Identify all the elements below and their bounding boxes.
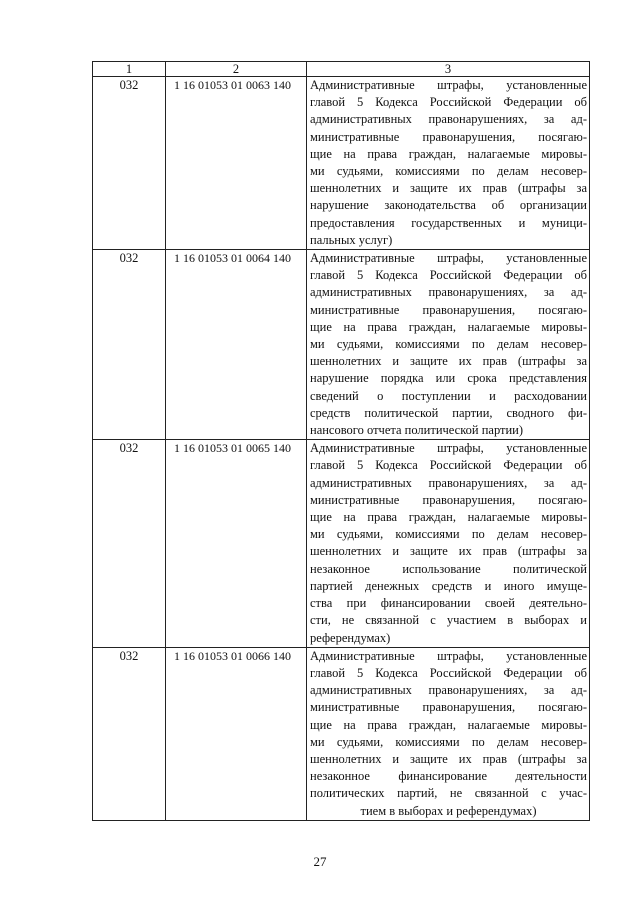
admin-code-cell: 032 xyxy=(93,250,166,440)
description-cell xyxy=(307,647,590,820)
description-line: шеннолетних и защите их прав (штрафы за xyxy=(310,354,587,369)
budget-code-cell: 1 16 01053 01 0066 140 xyxy=(166,647,307,820)
description-line: нансового отчета политической партии) xyxy=(310,423,524,438)
description-line: сти, не связанной с участием в выборах и xyxy=(310,613,587,628)
description-line: пальных услуг) xyxy=(310,232,393,247)
description-line: незаконное финансирование деятельности xyxy=(310,769,587,784)
description-line: партией денежных средств и иного имуще- xyxy=(310,578,587,593)
page-number: 27 xyxy=(313,854,327,869)
description-line: ми судьями, комиссиями по делам несовер- xyxy=(310,527,587,542)
description-line: главой 5 Кодекса Российской Федерации об xyxy=(310,268,587,283)
description-line: министративные правонарушения, посягаю- xyxy=(310,302,587,317)
description-line: щие на права граждан, налагаемые мировы- xyxy=(310,319,587,334)
description-line: щие на права граждан, налагаемые мировы- xyxy=(310,510,587,525)
table-row xyxy=(93,250,590,440)
description-line: шеннолетних и защите их прав (штрафы за xyxy=(310,544,587,559)
description-line: нарушение порядка или срока представления xyxy=(310,371,587,386)
admin-code-cell: 032 xyxy=(93,77,166,250)
table-row xyxy=(93,77,590,250)
table-body xyxy=(93,62,590,821)
admin-code-cell: 032 xyxy=(93,440,166,647)
description-line: шеннолетних и защите их прав (штрафы за xyxy=(310,751,587,766)
description-line: ми судьями, комиссиями по делам несовер- xyxy=(310,337,587,352)
description-line: предоставления государственных и муници- xyxy=(310,215,587,230)
description-line: Административные штрафы, установленные xyxy=(310,648,587,663)
description-line: главой 5 Кодекса Российской Федерации об xyxy=(310,665,587,680)
description-cell xyxy=(307,250,590,440)
description-cell xyxy=(307,77,590,250)
description-line: административных правонарушениях, за ад- xyxy=(310,683,587,698)
description-line: Административные штрафы, установленные xyxy=(310,78,587,92)
description-line: средств политической партии, сводного фи- xyxy=(310,405,587,420)
description-cell xyxy=(307,440,590,647)
description-line: министративные правонарушения, посягаю- xyxy=(310,492,587,507)
description-line: щие на права граждан, налагаемые мировы- xyxy=(310,146,587,161)
description-line: главой 5 Кодекса Российской Федерации об xyxy=(310,95,587,110)
description-line: шеннолетних и защите их прав (штрафы за xyxy=(310,181,587,196)
admin-code-cell: 032 xyxy=(93,647,166,820)
description-line: Административные штрафы, установленные xyxy=(310,441,587,456)
table-row xyxy=(93,647,590,820)
description-line: административных правонарушениях, за ад- xyxy=(310,112,587,127)
description-line: административных правонарушениях, за ад- xyxy=(310,285,587,300)
description-line: Административные штрафы, установленные xyxy=(310,251,587,266)
budget-code-cell: 1 16 01053 01 0064 140 xyxy=(166,250,307,440)
description-line: ства при финансировании своей деятельно- xyxy=(310,596,587,611)
description-line: нарушение законодательства об организации xyxy=(310,198,587,213)
header-cell-2: 2 xyxy=(166,62,307,77)
table-row xyxy=(93,440,590,647)
description-line: сведений о поступлении и расходовании xyxy=(310,388,587,403)
description-line: политических партий, не связанной с учас- xyxy=(310,786,587,801)
description-line: ми судьями, комиссиями по делам несовер- xyxy=(310,164,587,179)
description-line: административных правонарушениях, за ад- xyxy=(310,475,587,490)
description-line: референдумах) xyxy=(310,630,391,645)
description-line: главой 5 Кодекса Российской Федерации об xyxy=(310,458,587,473)
header-row xyxy=(93,62,590,77)
description-line: министративные правонарушения, посягаю- xyxy=(310,700,587,715)
budget-code-cell: 1 16 01053 01 0065 140 xyxy=(166,440,307,647)
description-line: тием в выборах и референдумах) xyxy=(360,803,537,818)
header-cell-3: 3 xyxy=(307,62,590,77)
budget-code-cell: 1 16 01053 01 0063 140 xyxy=(166,77,307,250)
description-line: министративные правонарушения, посягаю- xyxy=(310,129,587,144)
header-cell-1: 1 xyxy=(93,62,166,77)
classification-table xyxy=(92,61,590,821)
description-line: щие на права граждан, налагаемые мировы- xyxy=(310,717,587,732)
description-line: незаконное использование политической xyxy=(310,561,587,576)
description-line: ми судьями, комиссиями по делам несовер- xyxy=(310,734,587,749)
